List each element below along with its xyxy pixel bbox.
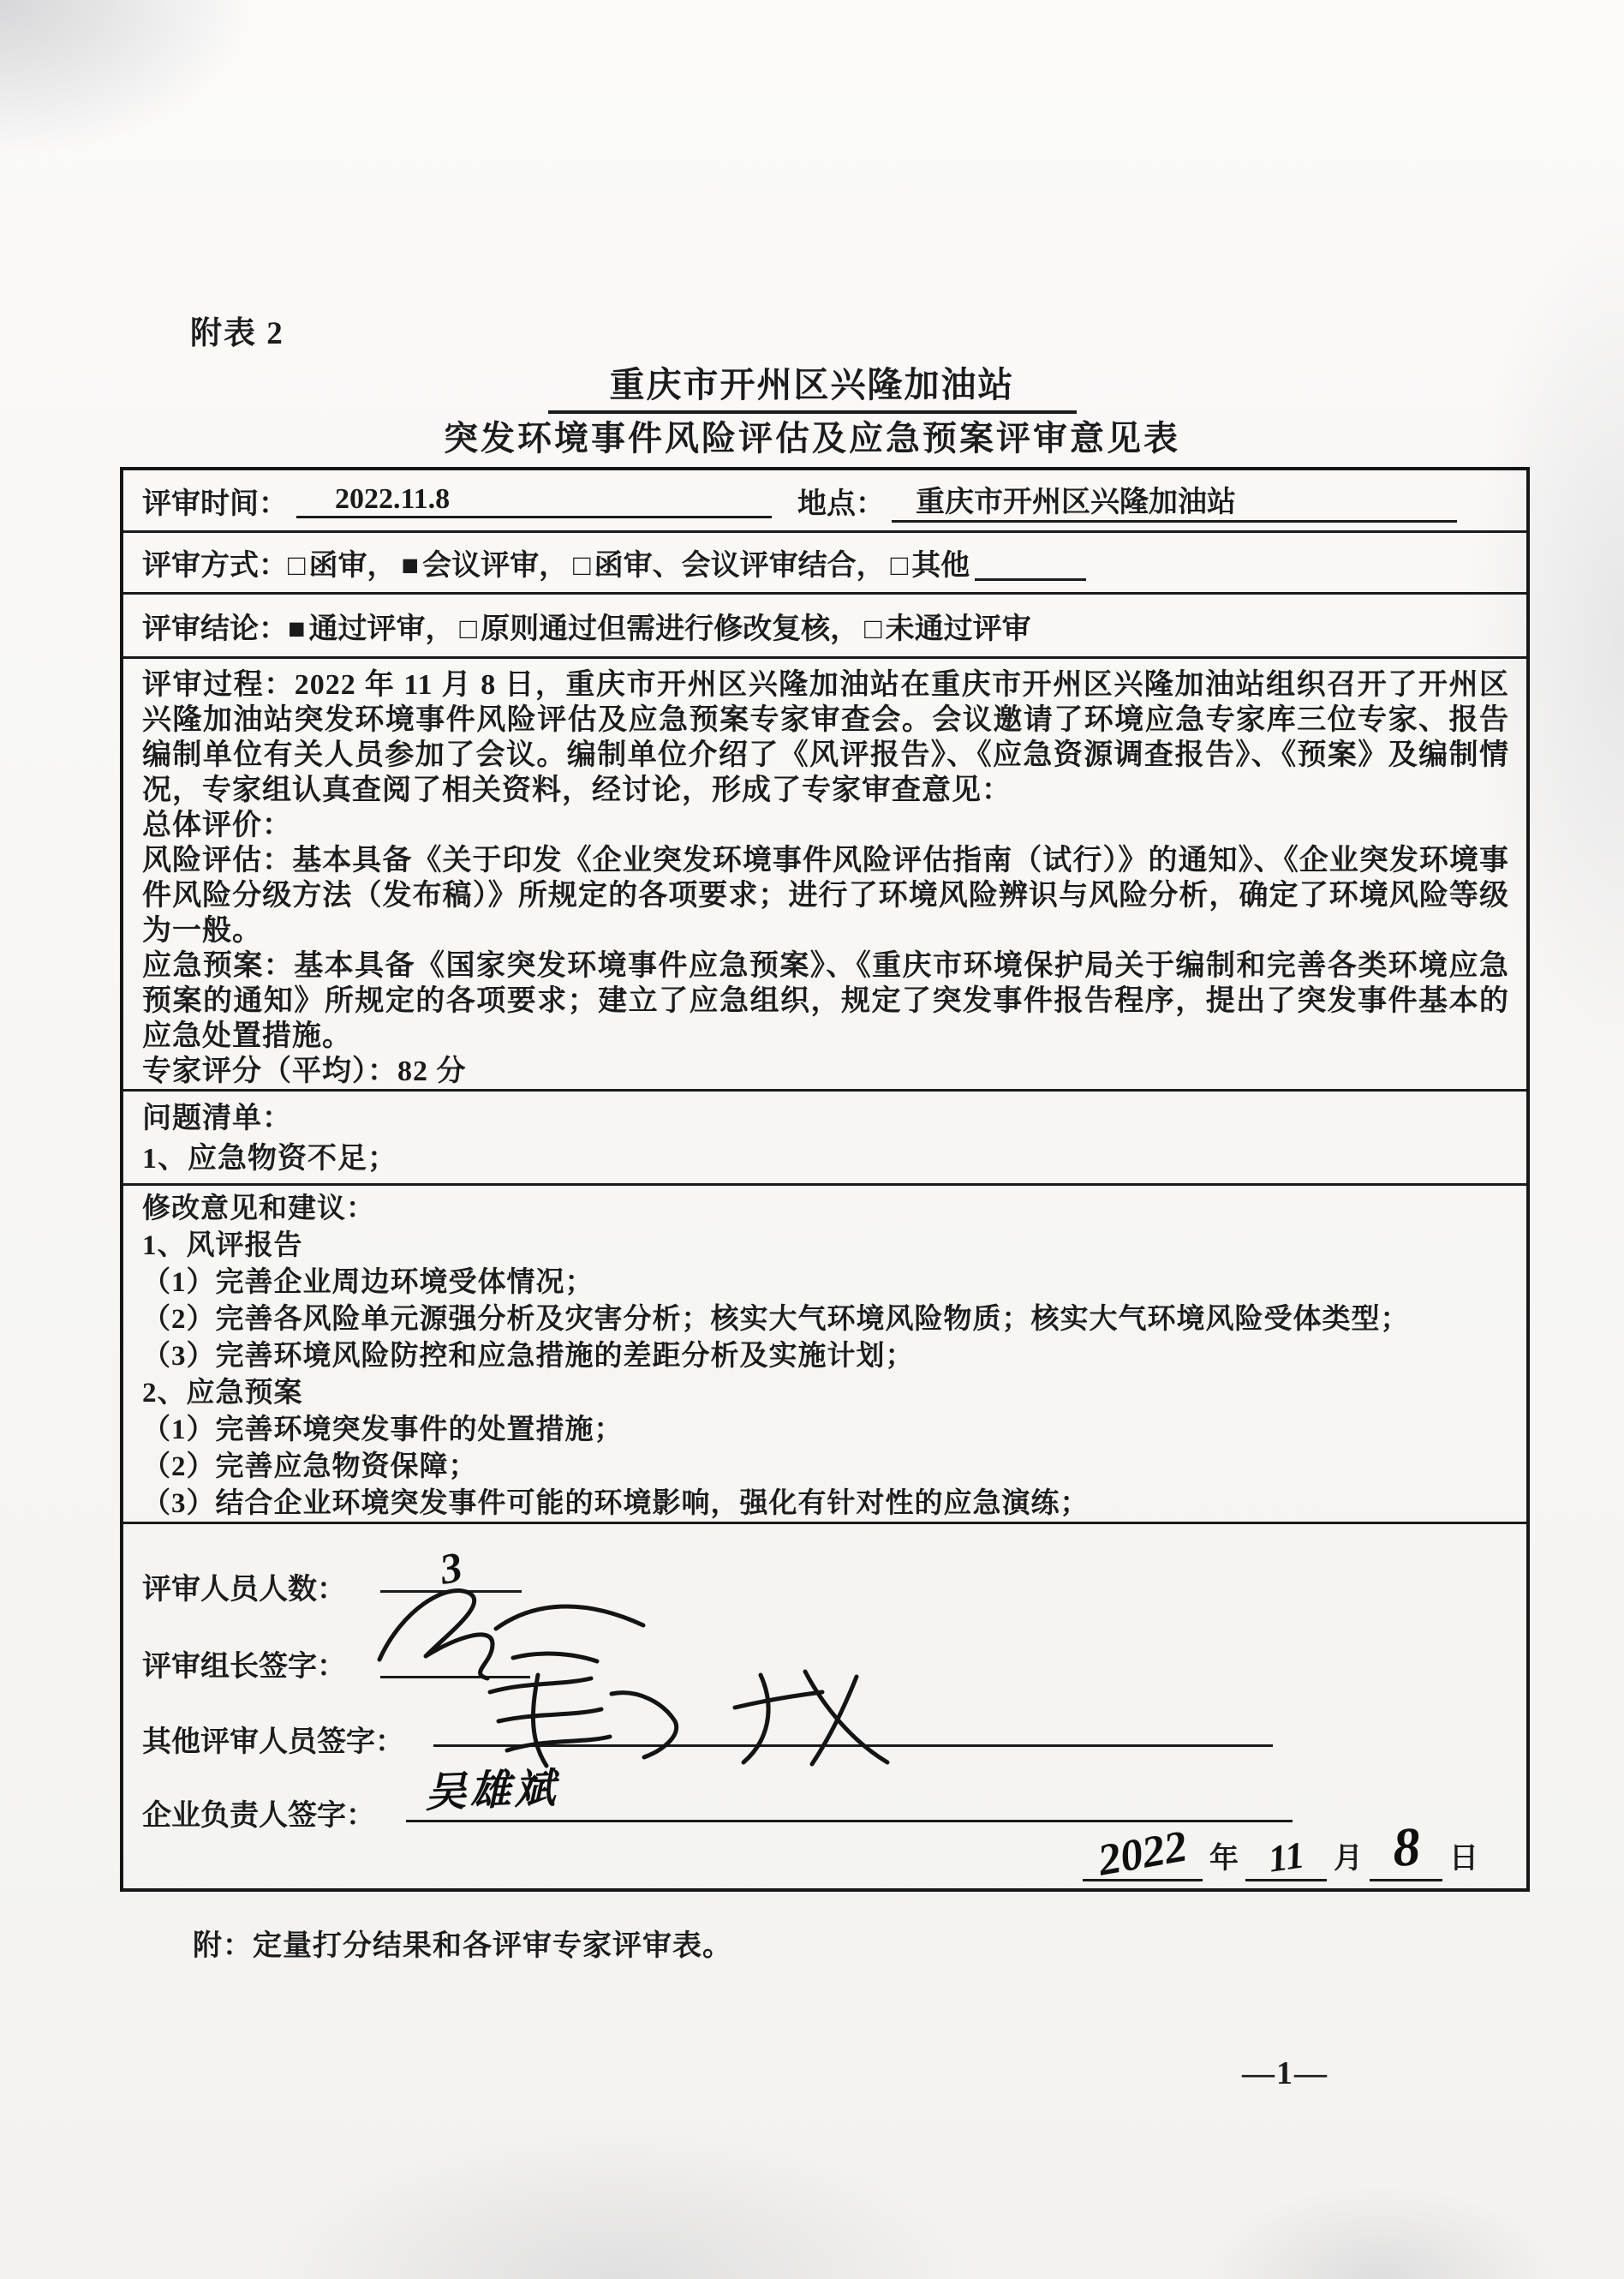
- review-date: [1083, 1815, 1485, 1886]
- checkbox-unchecked-icon: □: [573, 550, 591, 582]
- row-suggestions: [123, 1186, 1526, 1524]
- checkbox-unchecked-icon: □: [288, 550, 306, 582]
- row-signatures: [123, 1524, 1526, 1888]
- date-month-label: 月: [1334, 1843, 1363, 1875]
- method-other-blank-line: [975, 545, 1086, 581]
- suggestion-section-emergency-plan: 2、应急预案: [142, 1378, 303, 1409]
- method-option-label: 函审，: [308, 550, 397, 582]
- review-process-paragraph: 评审过程：2022 年 11 月 8 日，重庆市开州区兴隆加油站在重庆市开州区兴隆加油站组织召开了开州区兴隆加油站突发环境事件风险评估及应急预案专家审查会。会议邀请了环境应急专家库三位专家、报告编制单位有关人员参加了会议。编制单位介绍了《风评报告》、《应急资源调查报告》、《预案》及编制情况，专家组认真查阅了相关资料，经讨论，形成了专家审查意见：: [142, 669, 1509, 806]
- review-time-value: 2022.11.8: [296, 483, 772, 518]
- attachment-label: 附表 2: [190, 316, 284, 351]
- company-title-wrap: [0, 356, 1624, 414]
- reviewer-count-label: 评审人员人数：: [142, 1574, 346, 1606]
- other-reviewer-signature-1-handwriting-icon: [466, 1668, 689, 1771]
- method-option-label: 函审、会议评审结合，: [594, 550, 886, 582]
- date-day-label: 日: [1449, 1843, 1478, 1875]
- conclusion-option-label: 未通过评审: [885, 613, 1031, 645]
- review-form-table: [120, 467, 1530, 1892]
- suggestion-item: （1）完善环境突发事件的处置措施；: [142, 1415, 624, 1445]
- suggestion-item: （2）完善各风险单元源强分析及灾害分析；核实大气环境风险物质；核实大气环境风险受体类型；: [142, 1304, 1410, 1335]
- checkbox-unchecked-icon: □: [459, 613, 478, 645]
- review-conclusion-label: 评审结论：: [142, 613, 288, 645]
- review-place-value: 重庆市开州区兴隆加油站: [892, 478, 1457, 523]
- review-place-label: 地点：: [797, 488, 885, 520]
- row-review-method: [123, 533, 1526, 595]
- review-time-label: 评审时间：: [142, 488, 288, 520]
- method-option-meeting-review: [402, 541, 569, 583]
- problem-list-heading: 问题清单：: [142, 1103, 292, 1134]
- suggestion-section-risk-report: 1、风评报告: [142, 1230, 303, 1261]
- conclusion-option-passed-with-revision: [460, 605, 860, 647]
- date-month-handwritten: 11: [1265, 1833, 1307, 1881]
- conclusion-option-passed: [288, 605, 455, 647]
- company-representative-signature-label: 企业负责人签字：: [142, 1800, 375, 1832]
- page-number: —1—: [1242, 2055, 1328, 2091]
- suggestion-item: （3）结合企业环境突发事件可能的环境影响，强化有针对性的应急演练；: [142, 1488, 1090, 1519]
- suggestion-item: （2）完善应急物资保障；: [142, 1451, 478, 1482]
- suggestion-item: （3）完善环境风险防控和应急措施的差距分析及实施计划；: [142, 1341, 915, 1372]
- conclusion-option-label: 通过评审，: [308, 613, 455, 645]
- date-year-line: [1083, 1821, 1203, 1886]
- method-option-letter-review: [288, 541, 397, 583]
- method-option-label: 会议评审，: [422, 550, 569, 582]
- conclusion-option-label: 原则通过但需进行修改复核，: [481, 613, 860, 645]
- expert-score-line: 专家评分（平均）：82 分: [142, 1056, 467, 1087]
- checkbox-unchecked-icon: □: [890, 550, 909, 582]
- suggestions-heading: 修改意见和建议：: [142, 1193, 375, 1224]
- leader-signature-label: 评审组长签字：: [142, 1651, 346, 1683]
- date-day-handwritten: 8: [1390, 1815, 1422, 1879]
- company-representative-signature-handwritten: 吴雄斌: [424, 1766, 560, 1816]
- checkbox-checked-icon: ■: [288, 613, 306, 645]
- conclusion-option-not-passed: [864, 605, 1031, 647]
- date-year-handwritten: 2022: [1094, 1821, 1191, 1886]
- row-review-conclusion: [123, 595, 1526, 659]
- row-problem-list: [123, 1092, 1526, 1186]
- problem-list-item: 1、应急物资不足；: [142, 1143, 397, 1175]
- other-reviewer-signature-2-handwriting-icon: [723, 1660, 903, 1771]
- overall-evaluation-heading: 总体评价：: [142, 810, 292, 841]
- risk-assessment-paragraph: 风险评估：基本具备《关于印发《企业突发环境事件风险评估指南（试行）》的通知》、《企业突发环境事件风险分级方法（发布稿）》所规定的各项要求；进行了环境风险辨识与风险分析，确定了环境风险等级为一般。: [142, 845, 1509, 947]
- method-option-combined-review: [573, 541, 886, 583]
- emergency-plan-paragraph: 应急预案：基本具备《国家突发环境事件应急预案》、《重庆市环境保护局关于编制和完善各类环境应急预案的通知》所规定的各项要求；建立了应急组织，规定了突发事件报告程序，提出了突发事件基本的应急处置措施。: [142, 950, 1509, 1052]
- method-option-label: 其他: [911, 550, 970, 582]
- checkbox-unchecked-icon: □: [864, 613, 882, 645]
- row-review-time-place: [123, 470, 1526, 533]
- review-method-label: 评审方式：: [142, 550, 288, 582]
- attachment-footer-note: 附：定量打分结果和各评审专家评审表。: [193, 1930, 732, 1962]
- suggestion-item: （1）完善企业周边环境受体情况；: [142, 1267, 594, 1298]
- form-title: 突发环境事件风险评估及应急预案评审意见表: [444, 419, 1180, 458]
- checkbox-checked-icon: ■: [401, 550, 420, 582]
- method-option-other: [891, 541, 970, 583]
- other-reviewers-signature-label: 其他评审人员签字：: [142, 1726, 404, 1758]
- date-year-label: 年: [1209, 1843, 1239, 1875]
- date-day-line: [1370, 1815, 1442, 1881]
- reviewer-count-handwritten: 3: [436, 1542, 466, 1594]
- company-title: 重庆市开州区兴隆加油站: [548, 356, 1077, 414]
- row-review-process: [123, 659, 1526, 1092]
- date-month-line: [1245, 1835, 1327, 1881]
